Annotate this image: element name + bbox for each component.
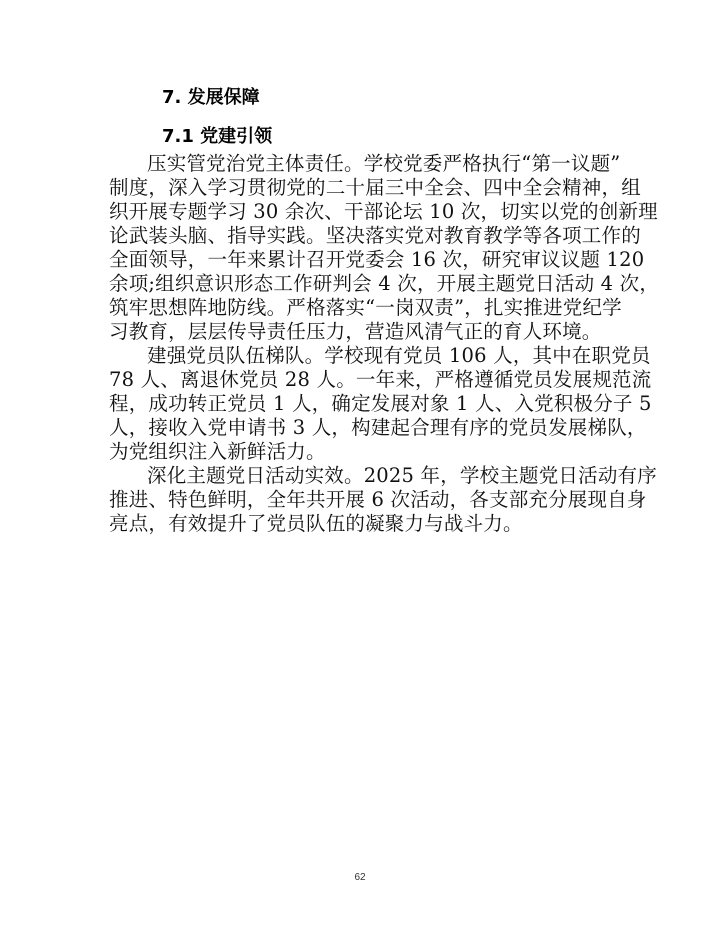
paragraph-line: 78 人、离退休党员 28 人。一年来，严格遵循党员发展规范流 <box>109 368 652 391</box>
page-number: 62 <box>354 872 366 883</box>
paragraph-line: 亮点，有效提升了党员队伍的凝聚力与战斗力。 <box>109 512 523 535</box>
paragraph-line: 为党组织注入新鲜活力。 <box>109 440 326 463</box>
paragraph-line: 习教育，层层传导责任压力，营造风清气正的育人环境。 <box>109 320 602 343</box>
section-heading: 7. 发展保障 <box>162 87 260 108</box>
paragraph-line: 论武装头脑、指导实践。坚决落实党对教育教学等各项工作的 <box>109 224 641 247</box>
paragraph-first-line: 深化主题党日活动实效。2025 年，学校主题党日活动有序 <box>147 464 657 487</box>
paragraph-first-line: 建强党员队伍梯队。学校现有党员 106 人，其中在职党员 <box>147 344 651 367</box>
paragraph-line: 全面领导，一年来累计召开党委会 16 次，研究审议议题 120 <box>109 248 645 271</box>
paragraph-first-line: 压实管党治党主体责任。学校党委严格执行“第一议题” <box>147 152 621 175</box>
paragraph-line: 织开展专题学习 30 余次、干部论坛 10 次，切实以党的创新理 <box>109 200 658 223</box>
paragraph-line: 余项;组织意识形态工作研判会 4 次，开展主题党日活动 4 次， <box>109 272 660 295</box>
paragraph-line: 人，接收入党申请书 3 人，构建起合理有序的党员发展梯队， <box>109 416 647 439</box>
paragraph-line: 制度，深入学习贯彻党的二十届三中全会、四中全会精神，组 <box>109 176 641 199</box>
paragraph-line: 筑牢思想阵地防线。严格落实“一岗双责”，扎实推进党纪学 <box>109 296 622 319</box>
paragraph-line: 程，成功转正党员 1 人，确定发展对象 1 人、入党积极分子 5 <box>109 392 652 415</box>
paragraph-line: 推进、特色鲜明，全年共开展 6 次活动，各支部充分展现自身 <box>109 488 647 511</box>
subsection-heading: 7.1 党建引领 <box>162 126 273 147</box>
